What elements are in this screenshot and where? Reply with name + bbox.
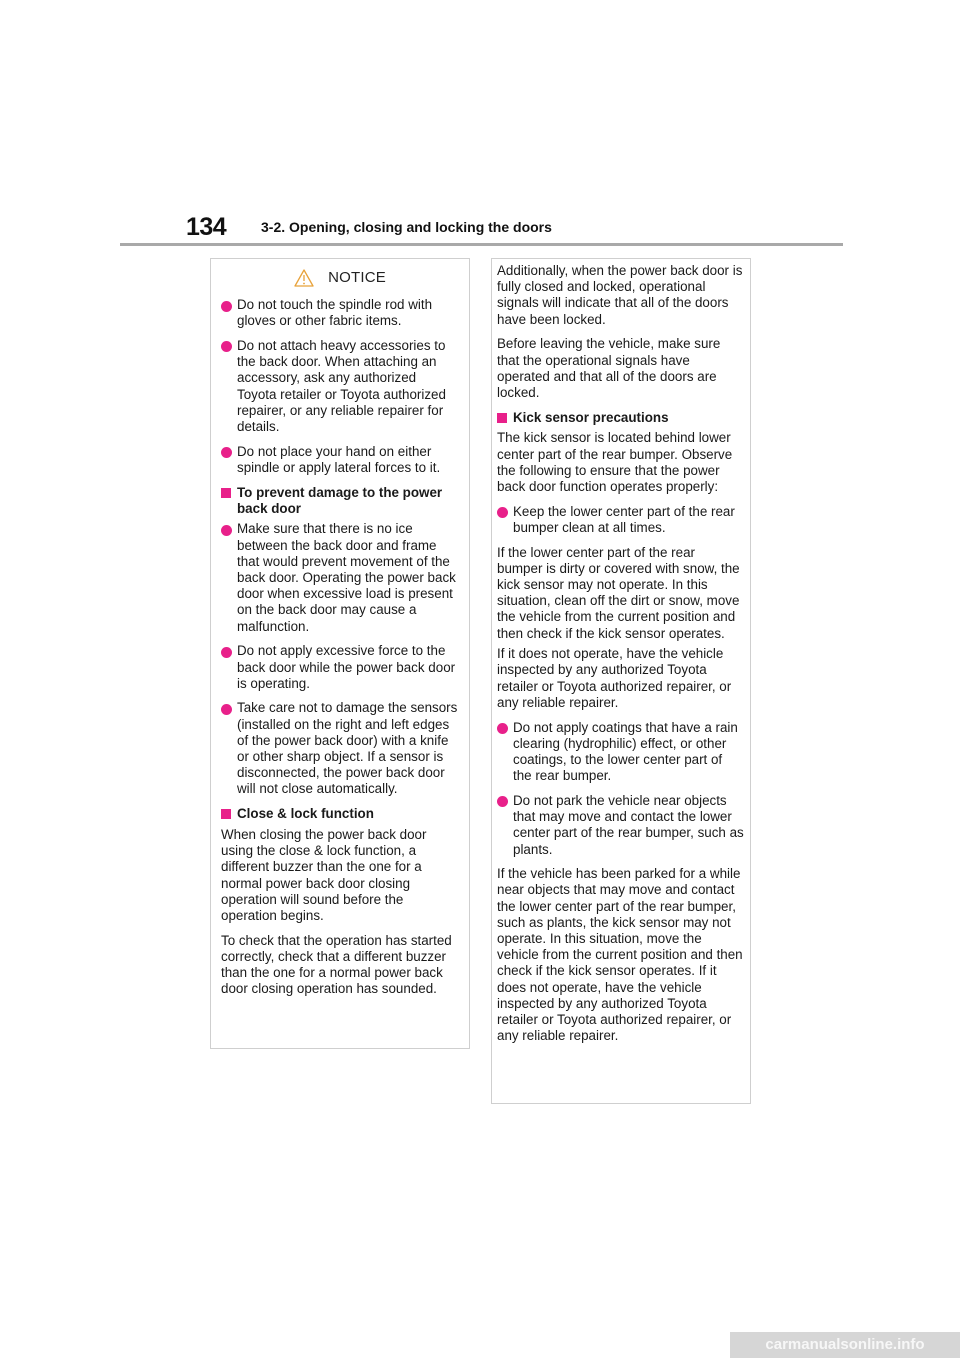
paragraph: If the vehicle has been parked for a while near objects that may move and contact the lower center part of the rear bumper, such as plants, the kick sensor may not operate. In this situation, move the vehicle from the current position and then check if the kick sensor operates. If it does not operate, have the vehicle inspected by any authorized Toyota retailer or Toyota authorized repairer, or any reliable repairer. [497, 866, 743, 1044]
paragraph: The kick sensor is located behind lower center part of the rear bumper. Observe the following to ensure that the power back door function operates properly: [497, 430, 733, 494]
page-number: 134 [186, 213, 227, 241]
paragraph: Before leaving the vehicle, make sure that the operational signals have operated and that all of the doors are locked. [497, 336, 721, 400]
bullet-item: Do not apply excessive force to the back door while the power back door is operating. [221, 643, 459, 692]
subheading: Close & lock function [221, 806, 459, 822]
bullet-item: Do not attach heavy accessories to the back door. When attaching an accessory, ask any authorized Toyota retailer or Toyota authorized repairer, or any reliable repairer for details. [221, 338, 459, 435]
bullet-item: Make sure that there is no ice between the back door and frame that would prevent movement of the back door. Operating the power back door when excessive load is present on the back door may cause a malfunction. [221, 521, 459, 634]
watermark: carmanualsonline.info [730, 1332, 960, 1358]
bullet-item: Do not touch the spindle rod with gloves or other fabric items. [221, 297, 459, 329]
bullet-item: Keep the lower center part of the rear bumper clean at all times. [497, 504, 744, 536]
paragraph: To check that the operation has started correctly, check that a different buzzer than the one for a normal power back door closing operation has sounded. [221, 932, 452, 997]
bullet-item: Take care not to damage the sensors (installed on the right and left edges of the power back door) with a knife or other sharp object. If a sensor is disconnected, the power back door will not close automatically. [221, 700, 459, 797]
subheading: Kick sensor precautions [497, 410, 744, 426]
paragraph: Additionally, when the power back door is fully closed and locked, operational signals will indicate that all of the doors have been locked. [497, 263, 743, 327]
notice-heading [221, 265, 459, 291]
warning-triangle-icon [294, 269, 314, 287]
continued-box [491, 258, 751, 1104]
paragraph: When closing the power back door using the close & lock function, a different buzzer than the one for a normal power back door closing operation will sound before the operation begins. [221, 826, 427, 923]
header-rule [120, 243, 843, 246]
section-title: 3-2. Opening, closing and locking the doors [261, 219, 552, 235]
notice-box [210, 258, 470, 1049]
paragraph: If the lower center part of the rear bumper is dirty or covered with snow, the kick sensor may not operate. In this situation, clean off the dirt or snow, move the vehicle from the current position and then check if the kick sensor operates. [497, 544, 740, 641]
paragraph: If it does not operate, have the vehicle inspected by any authorized Toyota retailer or Toyota authorized repairer, or any reliable repairer. [497, 646, 732, 710]
bullet-item: Do not park the vehicle near objects that may move and contact the lower center part of the rear bumper, such as plants. [497, 793, 744, 858]
bullet-item: Do not place your hand on either spindle or apply lateral forces to it. [221, 444, 459, 476]
notice-label: NOTICE [328, 268, 386, 286]
bullet-item: Do not apply coatings that have a rain clearing (hydrophilic) effect, or other coatings, to the lower center part of the rear bumper. [497, 720, 744, 785]
subheading: To prevent damage to the power back door [221, 485, 459, 517]
